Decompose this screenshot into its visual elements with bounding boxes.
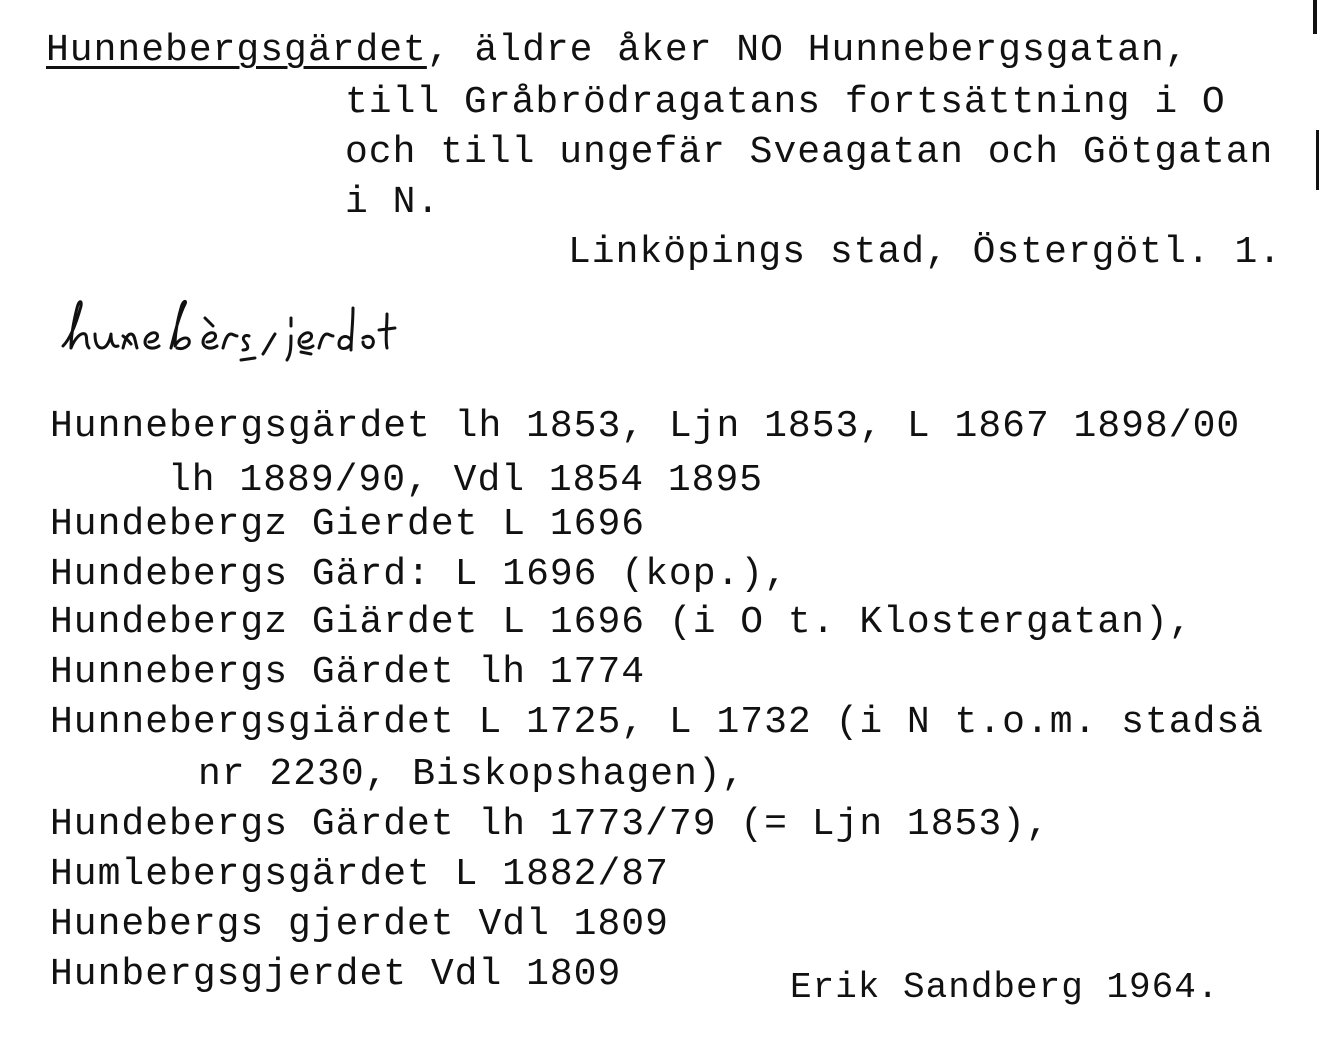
form-entry: Hunebergs gjerdet Vdl 1809 — [50, 903, 669, 946]
description-line: och till ungefär Sveagatan och Götgatan — [345, 131, 1274, 174]
form-entry: Humlebergsgärdet L 1882/87 — [50, 853, 669, 896]
form-entry: Hunbergsgjerdet Vdl 1809 — [50, 953, 622, 996]
form-entry: Hunnebergsgärdet lh 1853, Ljn 1853, L 1867 1898/00 — [50, 405, 1241, 448]
form-entry: Hundebergz Giärdet L 1696 (i O t. Klostergatan), — [50, 601, 1193, 644]
header-line-1 — [46, 29, 1189, 72]
scan-edge-mark — [1313, 0, 1317, 34]
form-entry: Hundebergz Gierdet L 1696 — [50, 503, 646, 546]
handwritten-phonetic-transcription — [55, 288, 675, 378]
signature: Erik Sandberg 1964. — [790, 967, 1220, 1008]
form-entry-continuation: lh 1889/90, Vdl 1854 1895 — [168, 459, 764, 502]
form-entry: Hundebergs Gärdet lh 1773/79 (= Ljn 1853), — [50, 803, 1050, 846]
lemma-heading: Hunnebergsgärdet — [46, 29, 427, 72]
place-reference: Linköpings stad, Östergötl. 1. — [568, 231, 1283, 274]
lemma-description-start: , äldre åker NO Hunnebergsgatan, — [426, 29, 1189, 72]
scan-edge-mark — [1316, 130, 1319, 190]
form-entry: Hunnebergs Gärdet lh 1774 — [50, 651, 646, 694]
form-entry: Hunnebergsgiärdet L 1725, L 1732 (i N t.o.m. stadsä — [50, 701, 1264, 744]
description-line: till Gråbrödragatans fortsättning i O — [345, 81, 1226, 124]
form-entry: Hundebergs Gärd: L 1696 (kop.), — [50, 553, 788, 596]
description-line: i N. — [345, 181, 441, 224]
form-entry-continuation: nr 2230, Biskopshagen), — [198, 753, 746, 796]
